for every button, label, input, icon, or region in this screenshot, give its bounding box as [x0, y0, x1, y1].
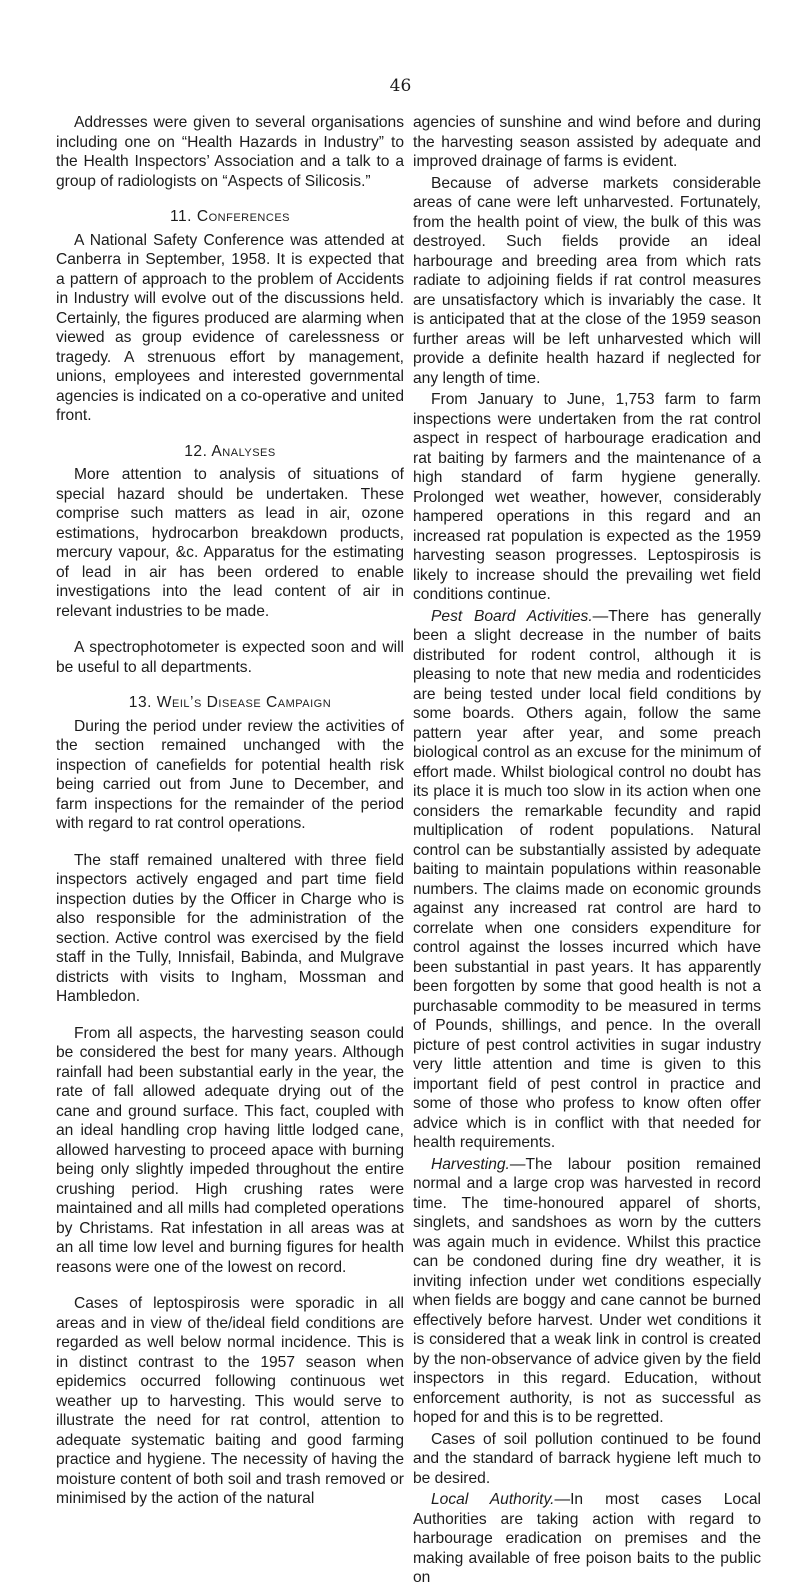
section-heading-conferences: 11. Conferences — [169, 208, 290, 225]
section-heading-weils-disease: 13. Weil’s Disease Campaign — [128, 694, 332, 711]
paragraph: From all aspects, the harvesting season could be considered the best for many years. Although rainfall had been substantial early in the year, the rate of fall allowed adequate drying out of the cane and ground surface. This fact, coupled with an ideal handling crop having little lodged cane, allowed harvesting to proceed apace with burning being only slightly impeded throughout the entire crushing period. High crushing rates were maintained and all mills had completed operations by Christams. Rat infestation in all areas was at an all time low level and burning figures for health reasons were one of the lowest on record. — [56, 1024, 404, 1276]
paragraph: More attention to analysis of situations of special hazard should be undertaken. These comprise such matters as lead in air, ozone estimations, hydrocarbon breakdown products, mercury vapour, &c. Apparatus for the estimating of lead in air has been ordered to enable investigations into the lead content of air in relevant industries to be made. — [56, 466, 404, 620]
paragraph: Cases of soil pollution continued to be found and the standard of barrack hygiene left much to be desired. — [413, 1430, 761, 1487]
section-heading-analyses: 12. Analyses — [184, 442, 276, 460]
right-column — [413, 113, 761, 1588]
paragraph: Addresses were given to several organisations including one on “Health Hazards in Industry” to the Health Inspectors’ Association and a talk to a group of radiologists on “Aspects of Silicosis.” — [56, 114, 404, 190]
page-number: 46 — [389, 76, 412, 96]
run-in-heading-local-authority: Local Authority. — [431, 1491, 555, 1508]
paragraph — [413, 1490, 761, 1588]
paragraph: Cases of leptospirosis were sporadic in all areas and in view of the/ideal field conditions are regarded as well below normal incidence. This is in distinct contrast to the 1957 season when epidemics occurred following continuous wet weather up to harvesting. This would serve to illustrate the need for rat control, attention to adequate systematic baiting and good farming practice and hygiene. The necessity of having the moisture content of both soil and trash removed or minimised by the action of the natural — [56, 1295, 404, 1507]
paragraph: The staff remained unaltered with three field inspectors actively engaged and part time field inspection duties by the Officer in Charge who is also responsible for the administration of the section. Active control was exercised by the field staff in the Tully, Innisfail, Babinda, and Mulgrave districts with visits to Ingham, Mossman and Hambledon. — [56, 851, 404, 1005]
paragraph: agencies of sunshine and wind before and during the harvesting season assisted by adequate and improved drainage of farms is evident. — [413, 114, 761, 170]
paragraph: A National Safety Conference was attended at Canberra in September, 1958. It is expected that a pattern of approach to the problem of Accidents in Industry will evolve out of the discussions held. Certainly, the figures produced are alarming when viewed as group evidence of carelessness or tragedy. A strenuous effort by management, unions, employees and interested governmental agencies is indicated on a co-operative and united front. — [56, 231, 404, 424]
paragraph: From January to June, 1,753 farm to farm inspections were undertaken from the rat control aspect in respect of harbourage eradication and rat baiting by farmers and the maintenance of a high standard of farm hygiene generally. Prolonged wet weather, however, considerably hampered operations in this regard and an increased rat population is expected as the 1959 harvesting season progresses. Leptospirosis is likely to increase should the prevailing wet field conditions continue. — [413, 391, 761, 603]
paragraph — [413, 607, 761, 1153]
left-column — [56, 113, 404, 1509]
paragraph — [413, 1155, 761, 1428]
paragraph: During the period under review the activities of the section remained unchanged with the inspection of canefields for potential health risk being carried out from June to December, and farm inspections for the remainder of the period with regard to rat control operations. — [56, 717, 404, 832]
run-in-heading-pest-board: Pest Board Activities. — [431, 607, 593, 625]
paragraph-text: —The labour position remained normal and a large crop was harvested in record time. The time-honoured apparel of shorts, singlets, and sandshoes as worn by the cutters was again much in evidence. Whilst this practice can be condoned during fine dry weather, it is inviting infection under wet conditions especially when fields are boggy and cane cannot be burned effectively before harvest. Under wet conditions it is considered that a weak link in control is created by the non-observance of advice given by the field inspectors in this regard. Education, without enforcement authority, is not as successful as hoped for and this is to be regretted. — [413, 1155, 761, 1426]
paragraph-text: —There has generally been a slight decrease in the number of baits distributed for rodent control, although it is pleasing to note that new media and rodenticides are being tested under local field conditions by some boards. Others again, follow the same pattern year after year, and some preach biological control as an excuse for the minimum of effort made. Whilst biological control no doubt has its place it is much too slow in its action when one considers the remarkable fecundity and rapid multiplication of rodent populations. Natural control can be substantially assisted by adequate baiting to maintain populations within reasonable numbers. The claims made on economic grounds against any increased rat control are hard to correlate when one considers expenditure for control against the losses incurred which have been substantial in past years. It has apparently been forgotten by some that good health is not a purchasable commodity to be measured in terms of Pounds, shillings, and pence. In the overall picture of pest control activities in sugar industry very little attention and time is given to this important field of pest control in practice and some of those who profess to know often offer advice which is in conflict with that needed for health requirements. — [413, 607, 761, 1151]
paragraph: A spectrophotometer is expected soon and will be useful to all departments. — [56, 639, 404, 676]
paragraph-text: —In most cases Local Authorities are taking action with regard to harbourage eradication on premises and the making available of free poison baits to the public on — [413, 1491, 762, 1586]
run-in-heading-harvesting: Harvesting. — [431, 1155, 510, 1173]
paragraph: Because of adverse markets considerable areas of cane were left unharvested. Fortunately, from the health point of view, the bulk of this was destroyed. Such fields provide an ideal harbourage and breeding area from which rats radiate to adjoining fields if rat control measures are unsatisfactory which is invariably the case. It is anticipated that at the close of the 1959 season further areas will be left unharvested which will provide a definite health hazard if neglected for any length of time. — [413, 174, 761, 387]
